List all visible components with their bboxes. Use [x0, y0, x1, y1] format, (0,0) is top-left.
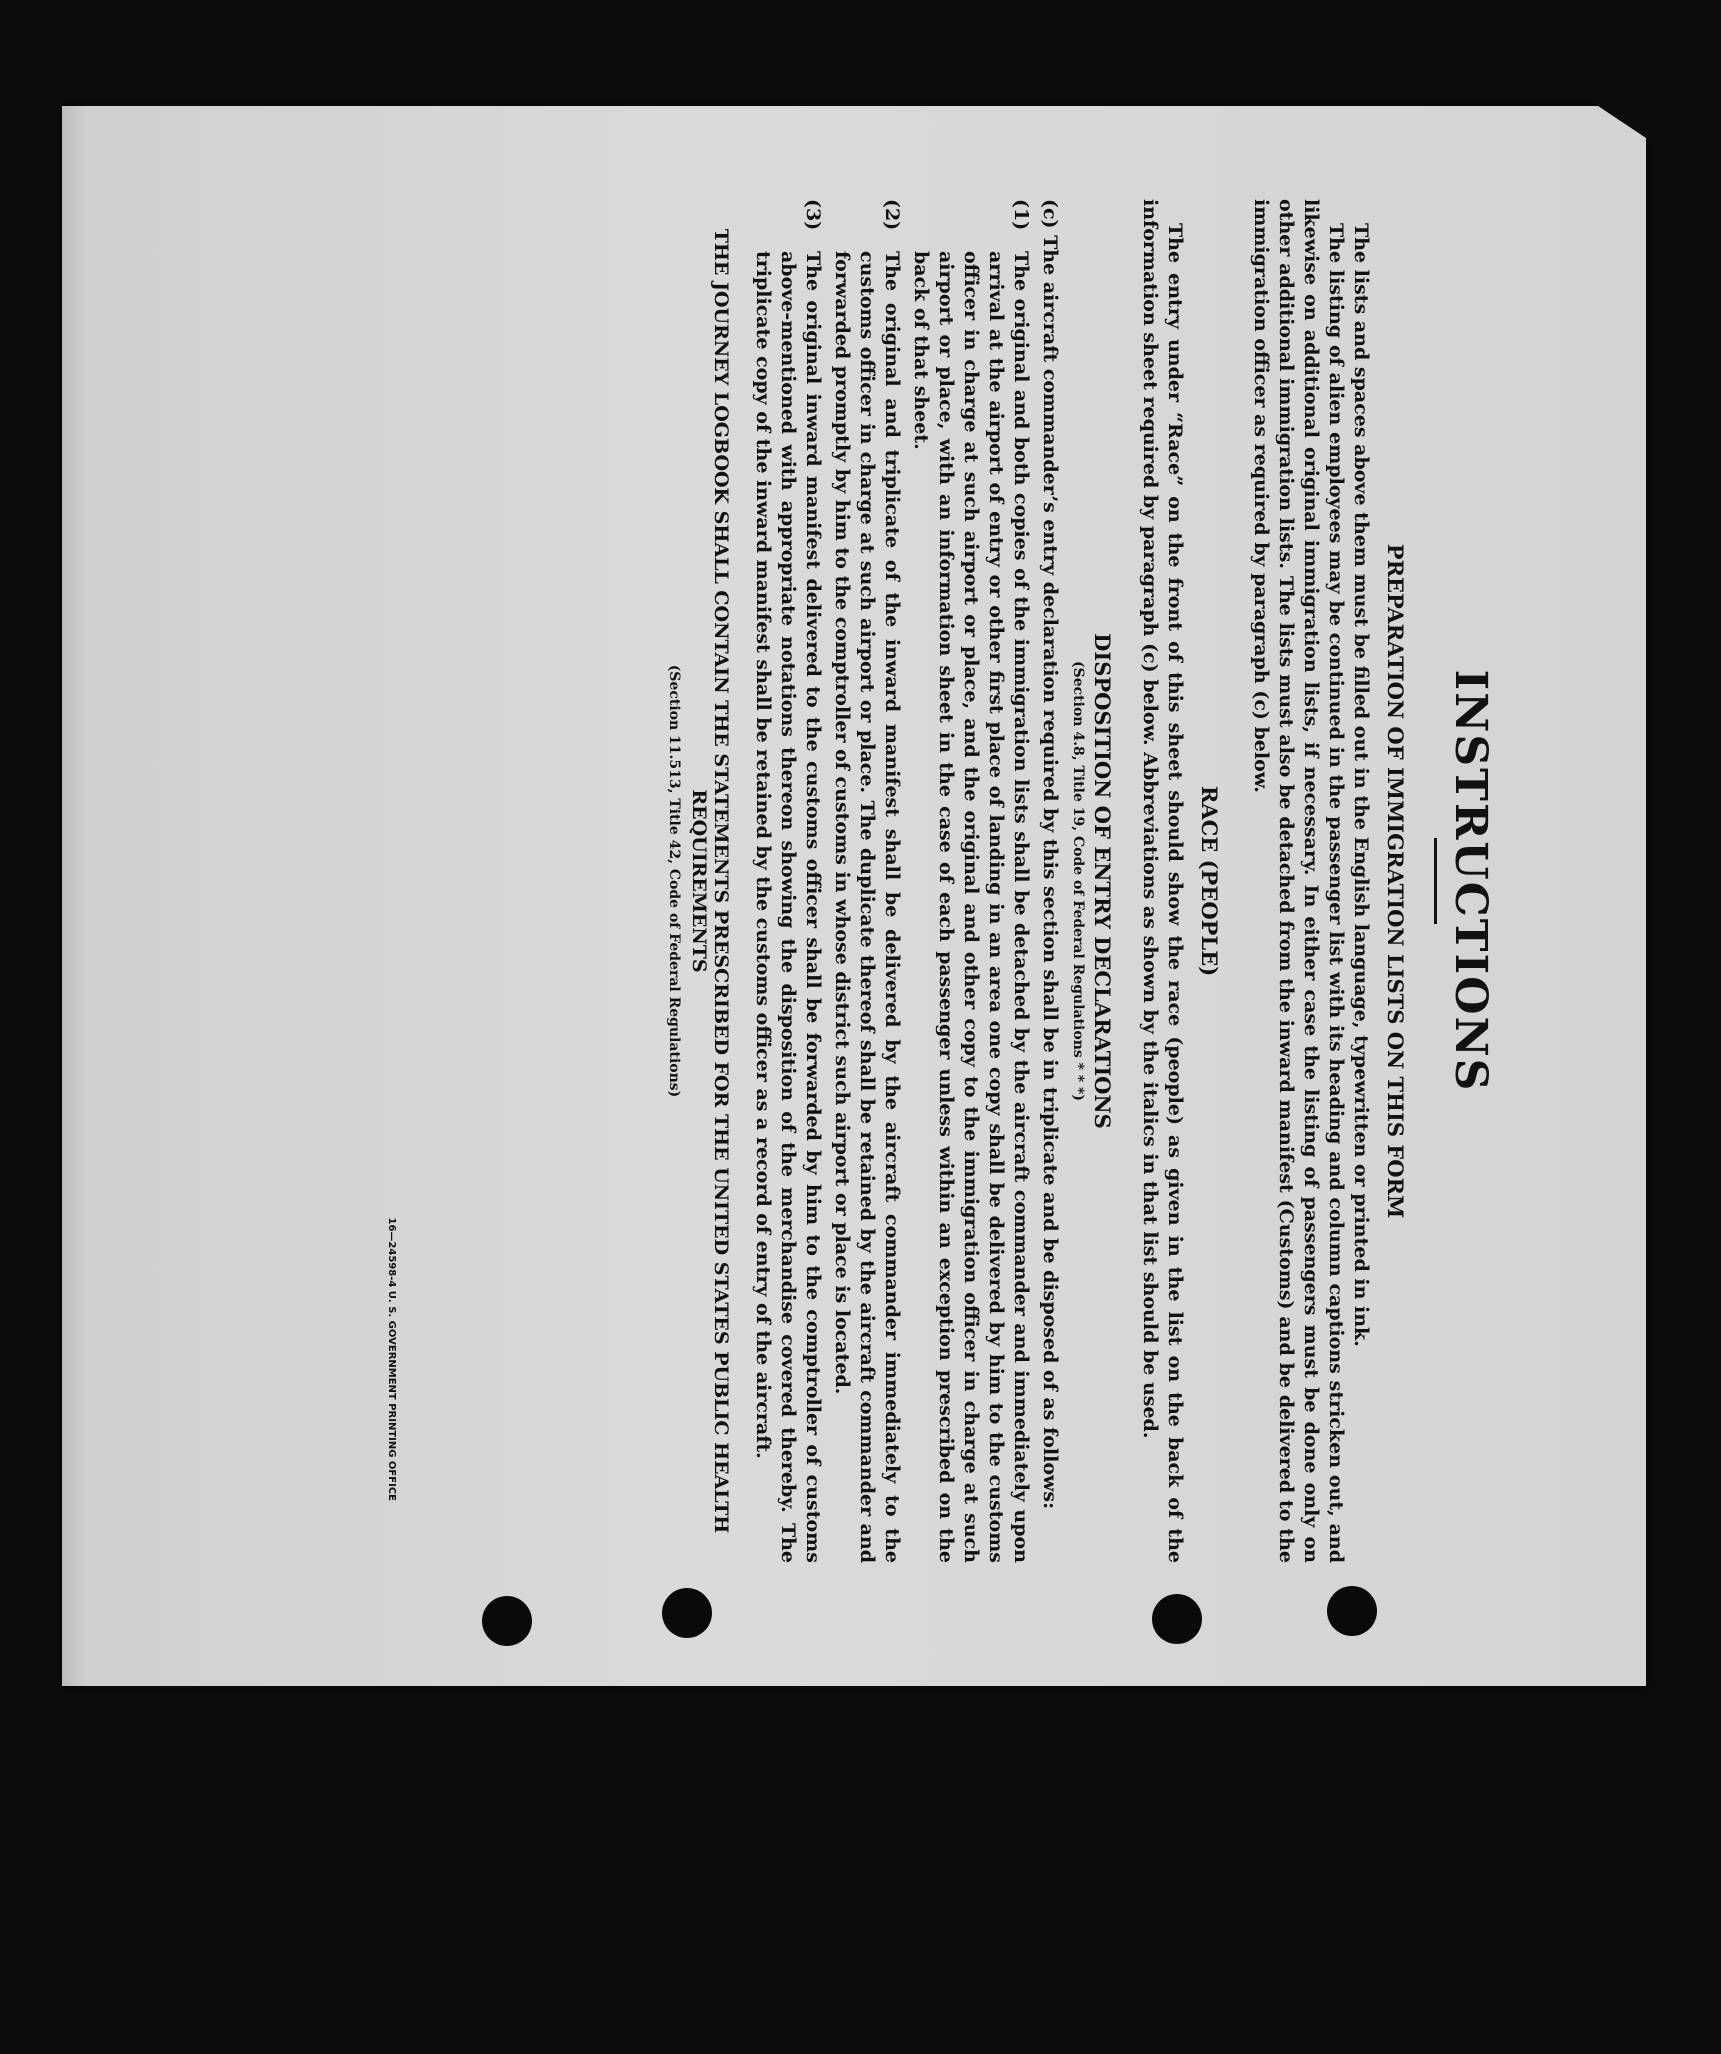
rotated-content — [376, 191, 1496, 1571]
preparation-paragraph-1: The lists and spaces above them must be filled out in the English language, typewritten or printed in ink. — [1350, 223, 1372, 1347]
printer-imprint: 16—24598-4 U. S. GOVERNMENT PRINTING OFFICE — [386, 1217, 397, 1501]
page-corner-fold — [1592, 102, 1652, 142]
preparation-paragraph-2: The listing of alien employees may be continued in the passenger list with its heading and column captions stricken out, and likewise on additional original immigration lists, if necessary. In either case the listing of passengers must be done only on other additional immigration lists. The lists must also be detached from the inward manifest (Customs) and be delivered to the immigration officer as required by paragraph (c) below. — [1250, 199, 1347, 1563]
disposition-item-1 — [908, 199, 1033, 1563]
page-title: INSTRUCTIONS — [1445, 669, 1496, 1093]
punch-hole-middle — [662, 1588, 712, 1638]
logbook-citation: (Section 11.513, Title 42, Code of Federal Regulations) — [666, 664, 682, 1098]
instructions-body — [666, 191, 1496, 1571]
disposition-citation: (Section 4.8, Title 19, Code of Federal Regulations * * *) — [1070, 661, 1086, 1101]
item-text: The original inward manifest delivered to the customs officer shall be forwarded by him to the comptroller of customs above-mentioned with appropriate notations thereon showing the disposition of the merchandise covered thereby. The triplicate copy of the inward manifest shall be retained by the customs officer as a record of entry of the aircraft. — [752, 251, 824, 1563]
item-number: (2) — [881, 199, 903, 231]
item-number: (3) — [802, 199, 824, 231]
logbook-statement: THE JOURNEY LOGBOOK SHALL CONTAIN THE STATEMENTS PRESCRIBED FOR THE UNITED STATES PUBLIC HEALTH REQUIREMENTS — [688, 228, 732, 1534]
item-text: The original and both copies of the immigration lists shall be detached by the aircraft commander and immediately upon arrival at the airport of entry or other first place of landing in an area one copy shall be delivered by him to the customs officer in charge at such airport or place, and the original and other copy to the immigration officer in charge at such airport or place, with an information sheet in the case of each passenger unless within an exception prescribed on the back of that sheet. — [910, 251, 1032, 1563]
disposition-clause-c: (c) The aircraft commander’s entry declaration required by this section shall be in triplicate and be disposed of as follows: — [1039, 199, 1061, 1510]
preparation-heading: PREPARATION OF IMMIGRATION LISTS ON THIS FORM — [1383, 543, 1408, 1219]
punch-hole-bottom — [482, 1596, 532, 1646]
race-paragraph: The entry under “Race” on the front of this sheet should show the race (people) as given in the list on the back of the information sheet required by paragraph (c) below. Abbreviations as shown by the italics in that list should be used. — [1139, 199, 1186, 1563]
title-underline — [1434, 838, 1437, 924]
item-number: (1) — [1010, 199, 1032, 231]
punch-hole-top — [1327, 1586, 1377, 1636]
disposition-item-2 — [829, 199, 904, 1563]
document-page — [62, 106, 1646, 1686]
item-text: The original and triplicate of the inward manifest shall be delivered by the aircraft commander immediately to the customs officer in charge at such airport or place. The duplicate thereof shall be retained by the aircraft commander and forwarded promptly by him to the comptroller of customs in whose district such airport or place is located. — [831, 251, 903, 1563]
disposition-item-3 — [750, 199, 825, 1563]
disposition-heading: DISPOSITION OF ENTRY DECLARATIONS — [1090, 633, 1115, 1129]
punch-hole-upper — [1152, 1594, 1202, 1644]
page-left-edge — [62, 106, 88, 1686]
race-heading: RACE (PEOPLE) — [1197, 785, 1222, 977]
